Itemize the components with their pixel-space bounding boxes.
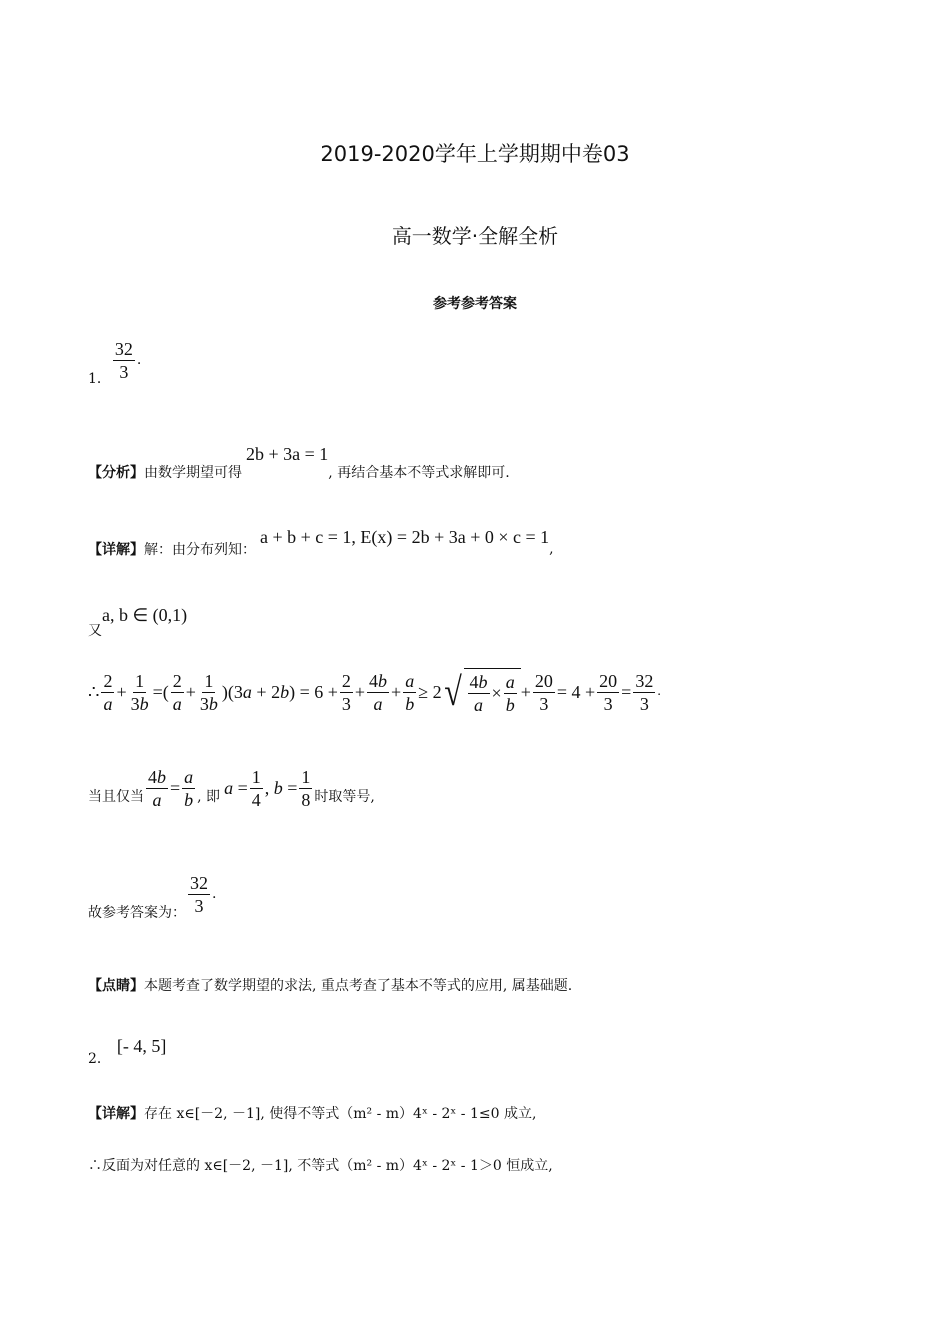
doc-subtitle: 高一数学·全解全析 [391, 224, 559, 248]
analysis-formula: 2b + 3a = 1 [246, 443, 329, 464]
also-formula: a, b ∈ (0,1) [102, 604, 188, 625]
detail-text: 解：由分布列知： [144, 542, 256, 558]
q1-also [88, 590, 187, 640]
q1-answer-denominator: 3 [119, 361, 129, 382]
q2-number: 2． [88, 1051, 111, 1067]
section-heading: 参考参考答案 [433, 296, 517, 312]
q2-answer: [- 4, 5] [116, 1035, 167, 1056]
q1-detail [88, 515, 554, 559]
q2-answer-line [88, 1024, 166, 1068]
q2-detail-line1 [88, 1103, 536, 1123]
q1-answer-fraction [113, 338, 135, 383]
q1-inequality: ∴ $\frac{2}{a}$ + $\frac{1}{3b}$ =( $\frac{2}{a}$ + $\frac{1}{3b}$ )(3 a + 2 b ) = 6 + $\frac{2}{3}$ + $\frac{4b}{a}$ + $\frac{a}{b}$ ≥ 2 √ $\frac{4b}{a}$ × $\frac{a}{b}$ + $\frac{20}{3}$ = 4 + $\frac{20}{3}$ = $\frac{32}{3}$ . [88, 669, 661, 715]
detail-tail: , [549, 541, 554, 557]
eq-tail: 时取等号, [314, 788, 375, 805]
final-text: 故参考答案为： [88, 905, 186, 921]
comment-text: 本题考查了数学期望的求法, 重点考查了基本不等式的应用, 属基础题. [144, 978, 573, 994]
q1-comment [88, 975, 572, 995]
q1-answer-numerator: 32 [114, 338, 133, 359]
analysis-text: 由数学期望可得 [144, 465, 242, 481]
detail-tag: 【详解】 [88, 542, 144, 558]
detail-formula: a + b + c = 1, E(x) = 2b + 3a + 0 × c = 1 [260, 526, 550, 547]
q1-answer-line [88, 332, 141, 388]
q1-number: 1． [88, 371, 111, 387]
q2-detail-line2: ∴反面为对任意的 x∈[－2, －1], 不等式（m² - m）4ˣ - 2ˣ - 1＞0 恒成立, [88, 1158, 553, 1174]
final-fraction: $\frac{32}{3}$ [190, 872, 208, 916]
q1-answer-period: . [136, 352, 142, 368]
also-text: 又 [88, 623, 102, 639]
analysis-tag: 【分析】 [88, 465, 144, 481]
q1-equality: 当且仅当 $\frac{4b}{a}$ = $\frac{a}{b}$ , 即 a = $\frac{1}{4}$ , b = $\frac{1}{8}$ 时取等号, [88, 767, 375, 810]
doc-title: 2019-2020学年上学期期中卷03 [320, 142, 630, 166]
comment-tag: 【点睛】 [88, 978, 144, 994]
eq-text: 当且仅当 [88, 788, 144, 805]
q1-final: 故参考答案为： $\frac{32}{3}$ . [88, 872, 217, 921]
q2-detail-tag: 【详解】 [88, 1106, 144, 1122]
q2-line1: 存在 x∈[－2, －1], 使得不等式（m² - m）4ˣ - 2ˣ - 1≤0 成立, [144, 1106, 537, 1122]
therefore-symbol: ∴ [88, 681, 100, 702]
analysis-tail: , 再结合基本不等式求解即可. [328, 465, 510, 481]
q1-analysis [88, 432, 510, 482]
eq-mid: , 即 [197, 788, 221, 805]
